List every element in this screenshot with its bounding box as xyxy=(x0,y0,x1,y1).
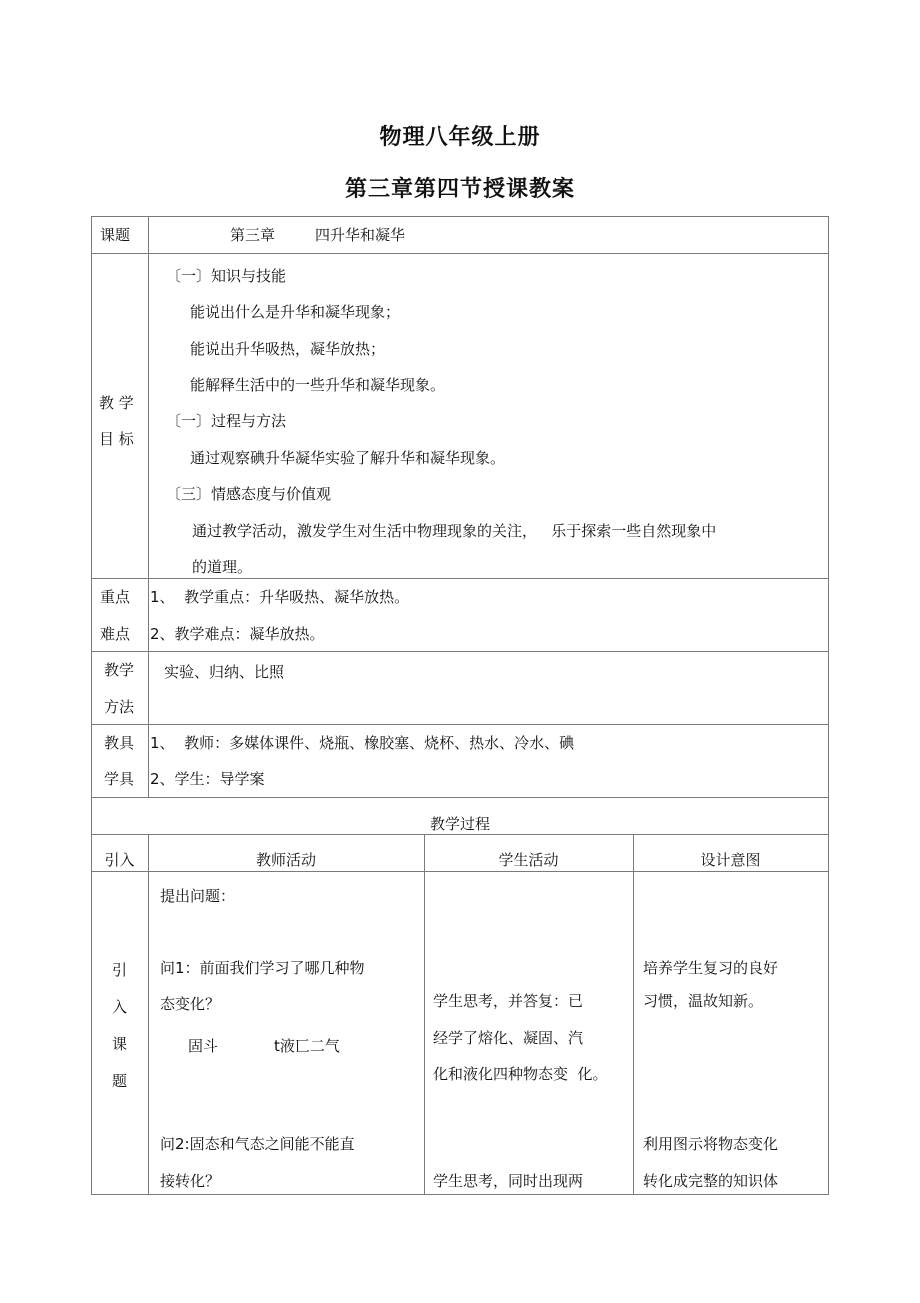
student-activity-line: 经学了熔化、凝固、汽 xyxy=(433,1029,584,1047)
teacher-activity-line: 态变化？ xyxy=(160,995,221,1013)
table-border-top xyxy=(91,216,829,217)
document-title: 物理八年级上册 xyxy=(379,125,541,150)
state-diagram-solid: 固斗 xyxy=(188,1037,219,1055)
row-divider xyxy=(91,834,829,835)
lesson-chapter: 第三章 xyxy=(230,226,276,244)
state-diagram-liquid-gas: t液匸二气 xyxy=(274,1037,340,1055)
column-header-teacher: 教师活动 xyxy=(255,851,316,869)
objectives-section-title: 〔一〕过程与方法 xyxy=(166,412,287,430)
keypoint-item: 1、 教学重点：升华吸热、凝华放热。 xyxy=(150,588,410,606)
column-header-student: 学生活动 xyxy=(498,851,559,869)
tools-label-line2: 学具 xyxy=(104,770,135,788)
keypoint-item: 2、教学难点：凝华放热。 xyxy=(150,625,325,643)
design-intent-line: 习惯，温故知新。 xyxy=(643,992,764,1010)
intro-label-char: 引 xyxy=(111,961,127,979)
intro-label-char: 入 xyxy=(111,998,127,1016)
design-intent-line: 培养学生复习的良好 xyxy=(643,959,779,977)
column-header-design: 设计意图 xyxy=(700,851,761,869)
tools-label-line1: 教具 xyxy=(104,734,135,752)
method-label-line1: 教学 xyxy=(104,661,135,679)
objectives-section-title: 〔一〕知识与技能 xyxy=(166,267,287,285)
objectives-item: 能说出什么是升华和凝华现象； xyxy=(190,303,401,321)
objectives-label-line1: 教 学 xyxy=(99,394,134,412)
intro-label-char: 题 xyxy=(111,1072,127,1090)
column-divider xyxy=(633,834,634,1195)
objectives-label-line2: 目 标 xyxy=(99,430,134,448)
teacher-activity-line: 接转化？ xyxy=(160,1172,221,1190)
column-divider xyxy=(424,834,425,1195)
row-divider xyxy=(91,724,829,725)
document-subtitle: 第三章第四节授课教案 xyxy=(344,177,575,202)
process-heading: 教学过程 xyxy=(429,815,490,833)
design-intent-line: 转化成完整的知识体 xyxy=(643,1172,779,1190)
method-label-line2: 方法 xyxy=(104,698,135,716)
student-activity-line: 学生思考，同时出现两 xyxy=(433,1172,584,1190)
keypoints-label-line2: 难点 xyxy=(100,625,131,643)
column-header-intro: 引入 xyxy=(104,851,135,869)
objectives-item: 通过教学活动，激发学生对生活中物理现象的关注， 乐于探索一些自然现象中 xyxy=(192,522,717,540)
objectives-item: 能说出升华吸热，凝华放热； xyxy=(190,340,386,358)
table-border-right xyxy=(828,216,829,1195)
keypoints-label-line1: 重点 xyxy=(100,588,131,606)
teacher-activity-line: 问2:固态和气态之间能不能直 xyxy=(160,1135,355,1153)
teacher-activity-line: 问1：前面我们学习了哪几种物 xyxy=(160,959,365,977)
lesson-label: 课题 xyxy=(100,226,131,244)
objectives-section-title: 〔三〕情感态度与价值观 xyxy=(166,485,332,503)
lesson-topic: 四升华和凝华 xyxy=(315,226,406,244)
column-divider xyxy=(148,216,149,798)
teacher-activity-line: 提出问题： xyxy=(160,887,236,905)
row-divider xyxy=(91,871,829,872)
student-activity-line: 化和液化四种物态变 化。 xyxy=(433,1065,608,1083)
tools-item: 1、 教师：多媒体课件、烧瓶、橡胶塞、烧杯、热水、冷水、碘 xyxy=(150,734,575,752)
row-divider xyxy=(91,578,829,579)
objectives-item: 通过观察碘升华凝华实验了解升华和凝华现象。 xyxy=(190,449,506,467)
student-activity-line: 学生思考，并答复：已 xyxy=(433,992,584,1010)
design-intent-line: 利用图示将物态变化 xyxy=(643,1135,779,1153)
tools-item: 2、学生：导学案 xyxy=(150,770,265,788)
row-divider xyxy=(91,797,829,798)
row-divider xyxy=(91,651,829,652)
method-value: 实验、归纳、比照 xyxy=(164,663,285,681)
objectives-item: 能解释生活中的一些升华和凝华现象。 xyxy=(190,376,446,394)
objectives-item: 的道理。 xyxy=(192,558,253,576)
intro-label-char: 课 xyxy=(111,1035,127,1053)
column-divider xyxy=(148,834,149,1195)
row-divider xyxy=(91,253,829,254)
table-border-bottom xyxy=(91,1194,829,1195)
